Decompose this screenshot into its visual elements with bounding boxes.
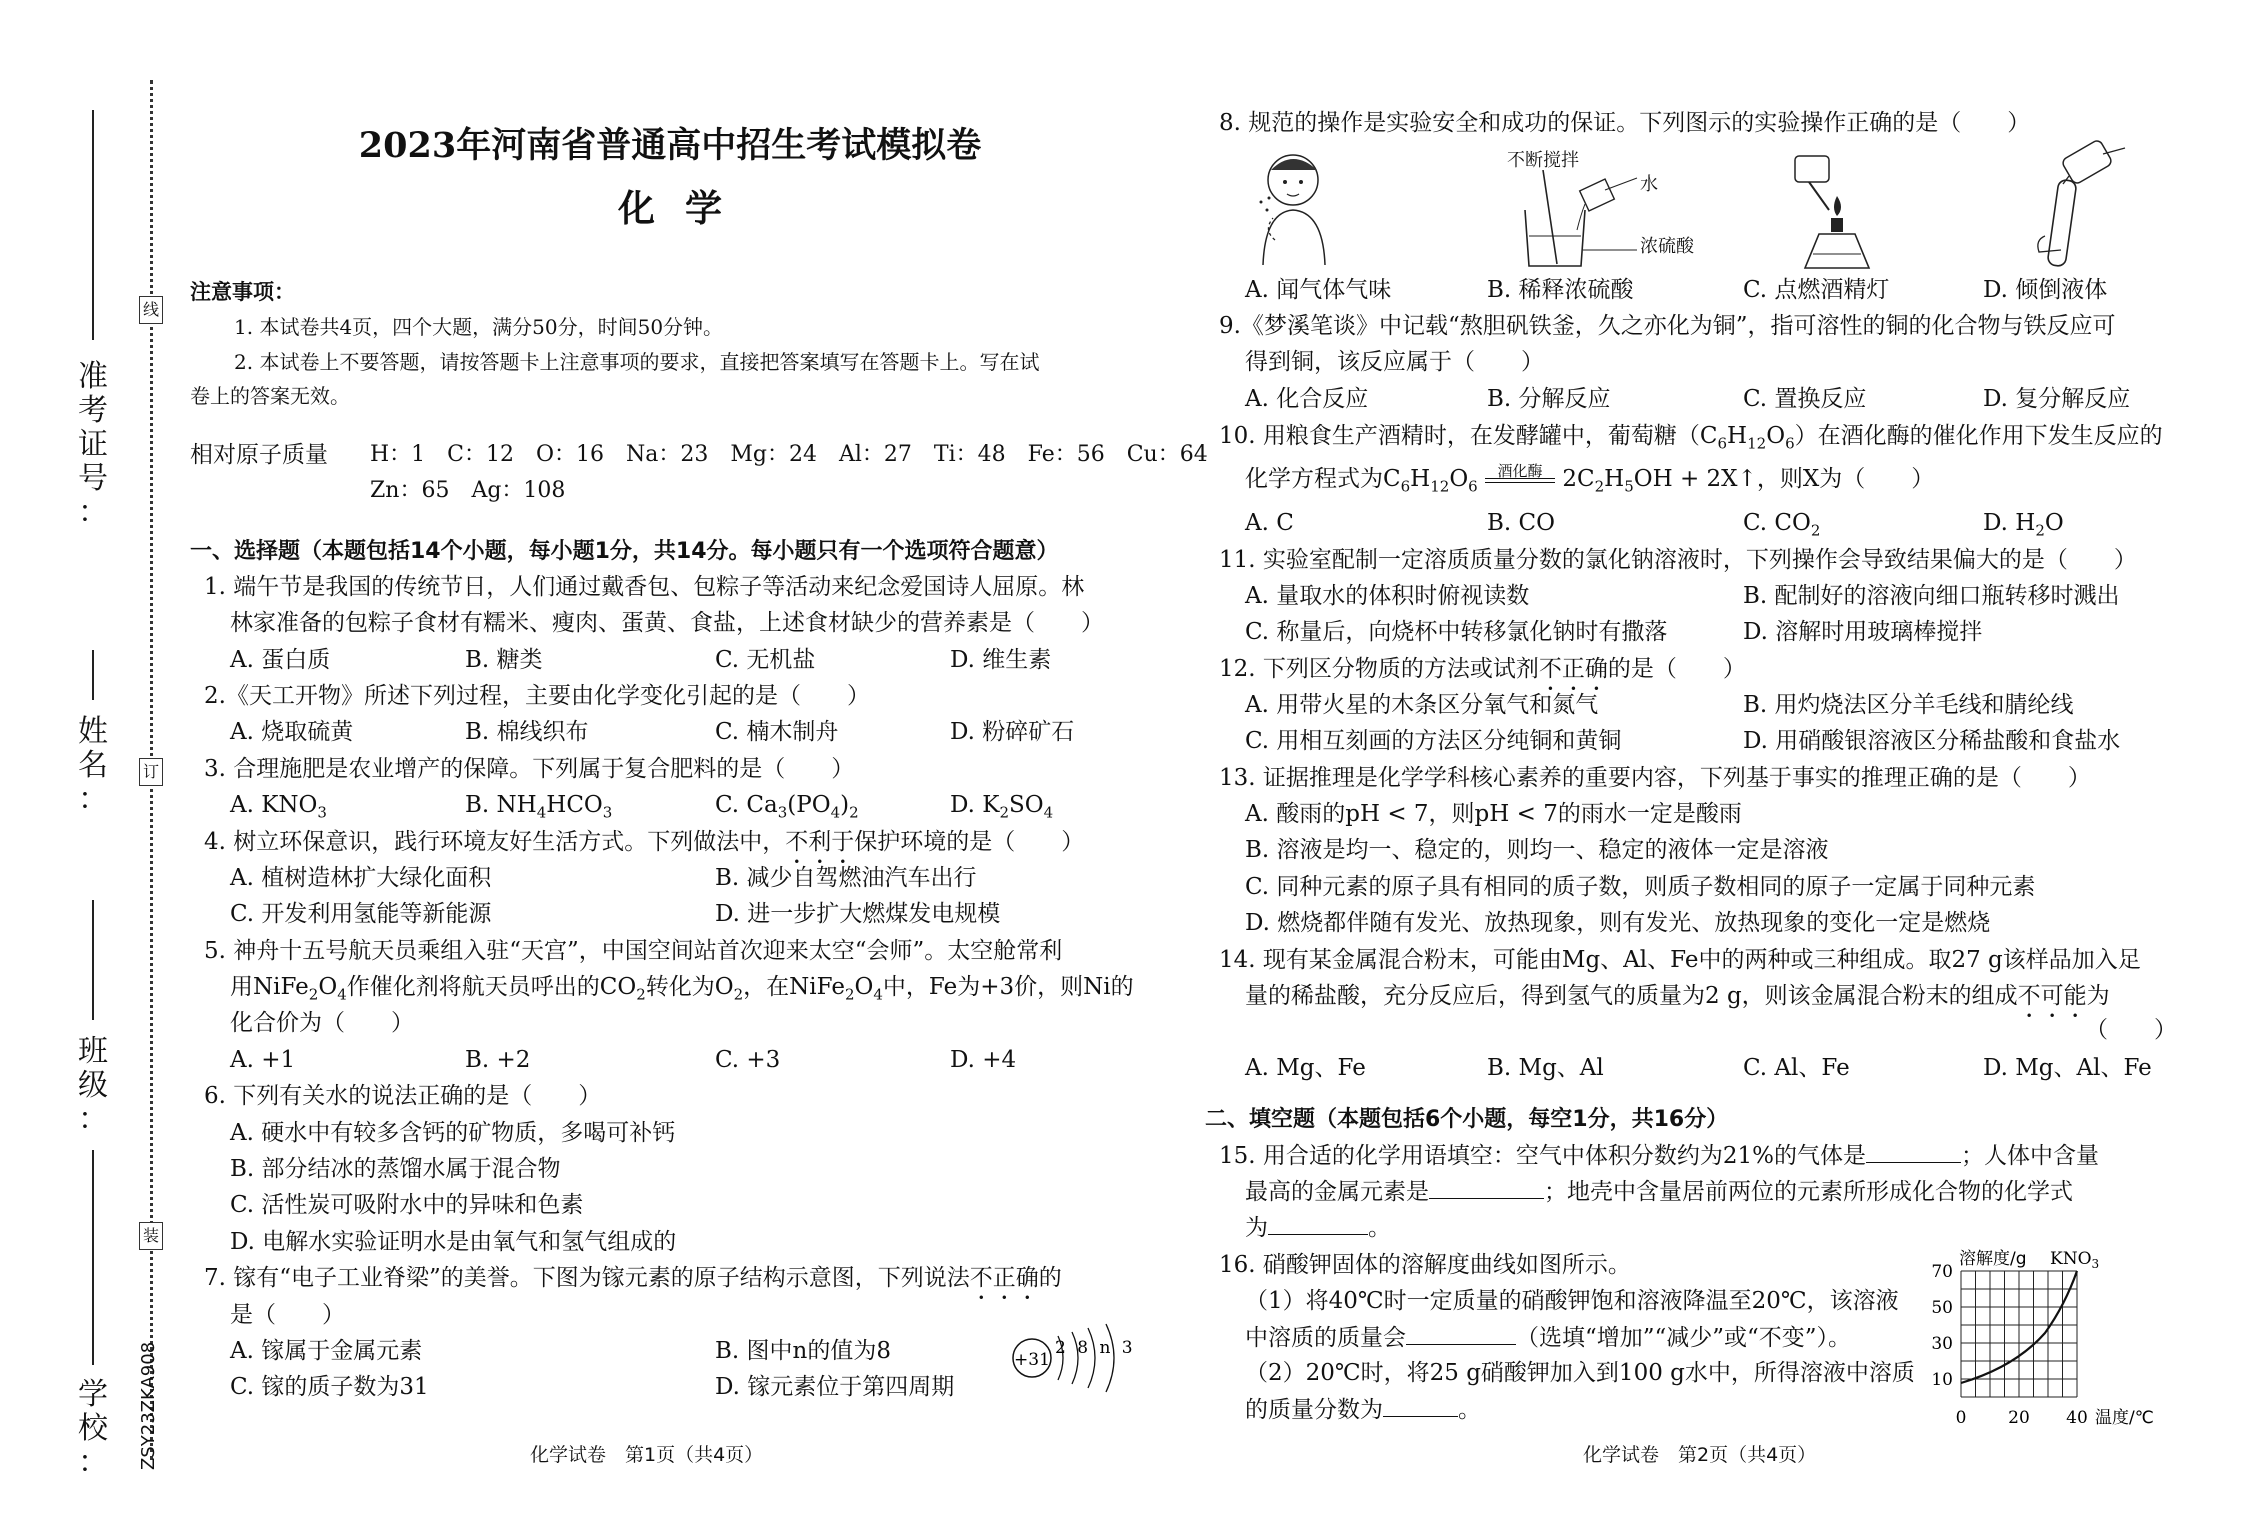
q16-part-2-cont: 的质量分数为 。 — [1245, 1394, 1481, 1425]
q7-option-d[interactable]: D. 镓元素位于第四周期 — [715, 1374, 955, 1400]
q5-stem-3: 化合价为（ ） — [230, 1010, 414, 1036]
q3-option-a[interactable]: A. $KNO_3$ — [230, 792, 327, 822]
q8-option-c[interactable]: C. 点燃酒精灯 — [1743, 277, 1890, 303]
q5-option-a[interactable]: A. +1 — [230, 1047, 296, 1073]
q9-option-d[interactable]: D. 复分解反应 — [1983, 386, 2131, 412]
name-field[interactable] — [68, 650, 118, 850]
q12-option-d[interactable]: D. 用硝酸银溶液区分稀盐酸和食盐水 — [1743, 728, 2121, 754]
q11-option-d[interactable]: D. 溶解时用玻璃棒搅拌 — [1743, 619, 1983, 645]
q3-option-c[interactable]: C. $Ca_3(PO_4)_2$ — [715, 792, 859, 822]
q7-option-a[interactable]: A. 镓属于金属元素 — [230, 1338, 423, 1364]
paper-code: ZSY23ZKA908 — [138, 1341, 159, 1470]
q5-option-d[interactable]: D. +4 — [950, 1047, 1017, 1073]
q5-option-c[interactable]: C. +3 — [715, 1047, 781, 1073]
q7-option-b[interactable]: B. 图中n的值为8 — [715, 1338, 891, 1364]
q13-option-b[interactable]: B. 溶液是均一、稳定的，则均一、稳定的液体一定是溶液 — [1245, 837, 1829, 863]
q2-option-b[interactable]: B. 棉线织布 — [465, 719, 589, 745]
q9-option-a[interactable]: A. 化合反应 — [1245, 386, 1369, 412]
q7-stem-2: 是（ ） — [230, 1302, 345, 1328]
graph-ylabel: 溶解度/g — [1959, 1249, 2027, 1269]
q8-option-a[interactable]: A. 闻气体气味 — [1245, 277, 1392, 303]
q15-stem-1: 15. 用合适的化学用语填空：空气中体积分数约为21%的气体是 ；人体中含量 — [1219, 1140, 2099, 1171]
name-line — [92, 650, 94, 700]
q6-option-c[interactable]: C. 活性炭可吸附水中的异味和色素 — [230, 1192, 584, 1218]
q8-option-b[interactable]: B. 稀释浓硫酸 — [1487, 277, 1634, 303]
q16-part-1: （1）将40℃时一定质量的硝酸钾饱和溶液降温至20℃，该溶液 — [1245, 1288, 1899, 1314]
q10-option-a[interactable]: A. C — [1245, 510, 1294, 536]
page-1 — [190, 0, 1208, 1535]
electron-shell-3 — [1088, 1328, 1095, 1388]
school-line — [92, 1150, 94, 1365]
q1-stem-1: 1. 端午节是我国的传统节日，人们通过戴香包、包粽子等活动来纪念爱国诗人屈原。林 — [204, 574, 1085, 600]
q14-stem-1: 14. 现有某金属混合粉末，可能由Mg、Al、Fe中的两种或三种组成。取27 g该样品加入足 — [1219, 947, 2141, 973]
binding-mark-pack: 装 — [139, 1222, 163, 1250]
notes-item-1: 1. 本试卷共4页，四个大题，满分50分，时间50分钟。 — [234, 315, 724, 339]
q5-option-b[interactable]: B. +2 — [465, 1047, 531, 1073]
q3-stem: 3. 合理施肥是农业增产的保障。下列属于复合肥料的是（ ） — [204, 756, 855, 782]
class-line — [92, 900, 94, 1020]
q16-part-1-cont: 中溶质的质量会 （选填“增加”“减少”或“不变”）。 — [1245, 1322, 1851, 1353]
page-1-footer: 化学试卷 第1页（共4页） — [530, 1444, 764, 1466]
q16-part-2: （2）20℃时，将25 g硝酸钾加入到100 g水中，所得溶液中溶质 — [1245, 1360, 1915, 1386]
q4-option-d[interactable]: D. 进一步扩大燃煤发电规模 — [715, 901, 1001, 927]
page-2 — [1205, 0, 2195, 1535]
q14-option-d[interactable]: D. Mg、Al、Fe — [1983, 1055, 2152, 1081]
q12-option-a[interactable]: A. 用带火星的木条区分氧气和氮气 — [1245, 692, 1599, 718]
section-2-heading: 二、填空题（本题包括6个小题，每空1分，共16分） — [1205, 1107, 1729, 1132]
atomic-mass-line-1: H：1 C：12 O：16 Na：23 Mg：24 Al：27 Ti：48 Fe：56 Cu：64 — [370, 442, 1208, 467]
q9-stem-2: 得到铜，该反应属于（ ） — [1245, 349, 1544, 375]
exam-subject: 化学 — [618, 186, 752, 230]
q2-option-c[interactable]: C. 楠木制舟 — [715, 719, 839, 745]
q10-stem-2: 化学方程式为$C_6H_{12}O_6$ 酒化酶 $2C_2H_5OH$ + 2X↑，则X为（ ） — [1245, 461, 1935, 496]
page-2-footer: 化学试卷 第2页（共4页） — [1583, 1444, 1817, 1466]
q4-option-b[interactable]: B. 减少自驾燃油汽车出行 — [715, 865, 977, 891]
q2-option-d[interactable]: D. 粉碎矿石 — [950, 719, 1075, 745]
gallium-atom-diagram — [1010, 1318, 1140, 1398]
q7-option-c[interactable]: C. 镓的质子数为31 — [230, 1374, 429, 1400]
q11-option-a[interactable]: A. 量取水的体积时俯视读数 — [1245, 583, 1530, 609]
q14-option-c[interactable]: C. Al、Fe — [1743, 1055, 1850, 1081]
school-label: 学 校 ： — [78, 1377, 108, 1480]
q1-option-c[interactable]: C. 无机盐 — [715, 647, 816, 673]
q14-answer-bracket: （ ） — [2085, 1017, 2177, 1043]
y-tick-10: 10 — [1931, 1370, 1953, 1390]
x-tick-0: 0 — [1955, 1408, 1967, 1428]
q11-option-b[interactable]: B. 配制好的溶液向细口瓶转移时溅出 — [1743, 583, 2120, 609]
q13-option-c[interactable]: C. 同种元素的原子具有相同的质子数，则质子数相同的原子一定属于同种元素 — [1245, 874, 2036, 900]
q15-stem-2: 最高的金属元素是 ；地壳中含量居前两位的元素所形成化合物的化学式 — [1245, 1176, 2073, 1207]
q8-stem: 8. 规范的操作是实验安全和成功的保证。下列图示的实验操作正确的是（ ） — [1219, 110, 2031, 136]
q15-blank-1[interactable] — [1866, 1140, 1961, 1163]
q5-stem-1: 5. 神舟十五号航天员乘组入驻“天宫”，中国空间站首次迎来太空“会师”。太空舱常利 — [204, 938, 1063, 964]
q9-stem-1: 9.《梦溪笔谈》中记载“熬胆矾铁釜，久之亦化为铜”，指可溶性的铜的化合物与铁反应可 — [1219, 313, 2116, 339]
q14-stem-2: 量的稀盐酸，充分反应后，得到氢气的质量为2 g，则该金属混合粉末的组成不可能为 — [1245, 983, 2110, 1009]
q6-option-d[interactable]: D. 电解水实验证明水是由氧气和氢气组成的 — [230, 1229, 677, 1255]
name-label: 姓 名 ： — [78, 714, 108, 817]
q1-option-b[interactable]: B. 糖类 — [465, 647, 543, 673]
q15-blank-2[interactable] — [1429, 1176, 1544, 1199]
binding-mark-line: 线 — [139, 296, 163, 324]
light-lamp-figure — [1765, 150, 1885, 270]
q16-blank-2[interactable] — [1383, 1394, 1458, 1417]
q14-option-a[interactable]: A. Mg、Fe — [1245, 1055, 1366, 1081]
q13-stem: 13. 证据推理是化学学科核心素养的重要内容，下列基于事实的推理正确的是（ ） — [1219, 765, 2091, 791]
q6-option-a[interactable]: A. 硬水中有较多含钙的矿物质，多喝可补钙 — [230, 1120, 676, 1146]
school-field[interactable] — [68, 1150, 118, 1530]
graph-series-label: $KNO_3$ — [2050, 1249, 2100, 1271]
q11-option-c[interactable]: C. 称量后，向烧杯中转移氯化钠时有撒落 — [1245, 619, 1668, 645]
q5-stem-2: 用$NiFe_2O_4$作催化剂将航天员呼出的$CO_2$转化为$O_2$，在$NiFe_2O_4$中，Fe为+3价，则Ni的 — [230, 974, 1134, 1004]
y-tick-50: 50 — [1931, 1298, 1953, 1318]
smell-gas-figure — [1245, 140, 1345, 270]
dilute-acid-figure — [1505, 170, 1645, 270]
fig-stir-label: 不断搅拌 — [1507, 150, 1579, 171]
x-tick-40: 40 — [2066, 1408, 2088, 1428]
notes-item-2-cont: 卷上的答案无效。 — [190, 384, 350, 408]
fig-water-label: 水 — [1640, 174, 1658, 195]
q9-option-c[interactable]: C. 置换反应 — [1743, 386, 1867, 412]
nucleus-charge: +31 — [1014, 1350, 1050, 1370]
graph-xlabel: 温度/℃ — [2095, 1408, 2154, 1428]
q16-stem: 16. 硝酸钾固体的溶解度曲线如图所示。 — [1219, 1252, 1631, 1278]
q10-option-c[interactable]: C. $CO_2$ — [1743, 510, 1821, 540]
pour-liquid-figure — [2005, 140, 2135, 270]
catalyst-arrow: 酒化酶 — [1485, 478, 1555, 483]
notes-item-2: 2. 本试卷上不要答题，请按答题卡上注意事项的要求，直接把答案填写在答题卡上。写在试 — [234, 350, 1040, 374]
q8-option-d[interactable]: D. 倾倒液体 — [1983, 277, 2108, 303]
y-tick-30: 30 — [1931, 1334, 1953, 1354]
q12-option-b[interactable]: B. 用灼烧法区分羊毛线和腈纶线 — [1743, 692, 2074, 718]
q12-option-c[interactable]: C. 用相互刻画的方法区分纯铜和黄铜 — [1245, 728, 1622, 754]
exam-id-line — [92, 110, 94, 340]
q11-stem: 11. 实验室配制一定溶质质量分数的氯化钠溶液时，下列操作会导致结果偏大的是（ ） — [1219, 547, 2137, 573]
q4-option-a[interactable]: A. 植树造林扩大绿化面积 — [230, 865, 492, 891]
solubility-graph — [1905, 1245, 2190, 1430]
q9-option-b[interactable]: B. 分解反应 — [1487, 386, 1611, 412]
q6-option-b[interactable]: B. 部分结冰的蒸馏水属于混合物 — [230, 1156, 561, 1182]
q13-option-a[interactable]: A. 酸雨的pH < 7，则pH < 7的雨水一定是酸雨 — [1245, 801, 1742, 827]
section-1-heading: 一、选择题（本题包括14个小题，每小题1分，共14分。每小题只有一个选项符合题意） — [190, 539, 1059, 564]
class-label: 班 级 ： — [78, 1034, 108, 1137]
q3-option-d[interactable]: D. $K_2SO_4$ — [950, 792, 1054, 822]
x-tick-20: 20 — [2008, 1408, 2030, 1428]
exam-id-label: 准 考 证 号 ： — [78, 359, 108, 530]
q16-blank-1[interactable] — [1406, 1322, 1516, 1345]
q4-stem: 4. 树立环保意识，践行环境友好生活方式。下列做法中，不利于保护环境的是（ ） — [204, 829, 1085, 855]
binding-mark-bind: 订 — [139, 758, 163, 786]
q13-option-d[interactable]: D. 燃烧都伴随有发光、放热现象，则有发光、放热现象的变化一定是燃烧 — [1245, 910, 1991, 936]
q4-option-c[interactable]: C. 开发利用氢能等新能源 — [230, 901, 492, 927]
q2-stem: 2.《天工开物》所述下列过程，主要由化学变化引起的是（ ） — [204, 683, 870, 709]
q14-option-b[interactable]: B. Mg、Al — [1487, 1055, 1604, 1081]
q6-stem: 6. 下列有关水的说法正确的是（ ） — [204, 1083, 602, 1109]
q2-option-a[interactable]: A. 烧取硫黄 — [230, 719, 354, 745]
fig-acid-label: 浓硫酸 — [1640, 236, 1694, 257]
exam-title: 2023年河南省普通高中招生考试模拟卷 — [358, 125, 982, 166]
notes-heading: 注意事项： — [190, 280, 295, 304]
y-tick-70: 70 — [1931, 1262, 1953, 1282]
q15-blank-3[interactable] — [1268, 1212, 1368, 1235]
q12-stem: 12. 下列区分物质的方法或试剂不正确的是（ ） — [1219, 656, 1746, 682]
q10-stem-1: 10. 用粮食生产酒精时，在发酵罐中，葡萄糖$(C_6H_{12}O_6)$在酒化酶的催化作用下发生反应的 — [1219, 423, 2163, 453]
q1-stem-2: 林家准备的包粽子食材有糯米、瘦肉、蛋黄、食盐，上述食材缺少的营养素是（ ） — [230, 610, 1104, 636]
q10-option-b[interactable]: B. CO — [1487, 510, 1555, 536]
electron-shell-4 — [1106, 1324, 1114, 1392]
q7-stem-1: 7. 镓有“电子工业脊梁”的美誉。下图为镓元素的原子结构示意图，下列说法不正确的 — [204, 1265, 1062, 1291]
q1-option-a[interactable]: A. 蛋白质 — [230, 647, 331, 673]
atomic-mass-line-2: Zn：65 Ag：108 — [370, 478, 566, 503]
q1-option-d[interactable]: D. 维生素 — [950, 647, 1052, 673]
atomic-mass-label: 相对原子质量 — [190, 442, 328, 468]
q10-option-d[interactable]: D. $H_2O$ — [1983, 510, 2064, 540]
shell-electrons: 2 8 n 3 — [1055, 1338, 1136, 1358]
q3-option-b[interactable]: B. $NH_4HCO_3$ — [465, 792, 613, 822]
exam-id-field[interactable] — [68, 110, 118, 530]
q15-stem-3: 为 。 — [1245, 1212, 1391, 1243]
